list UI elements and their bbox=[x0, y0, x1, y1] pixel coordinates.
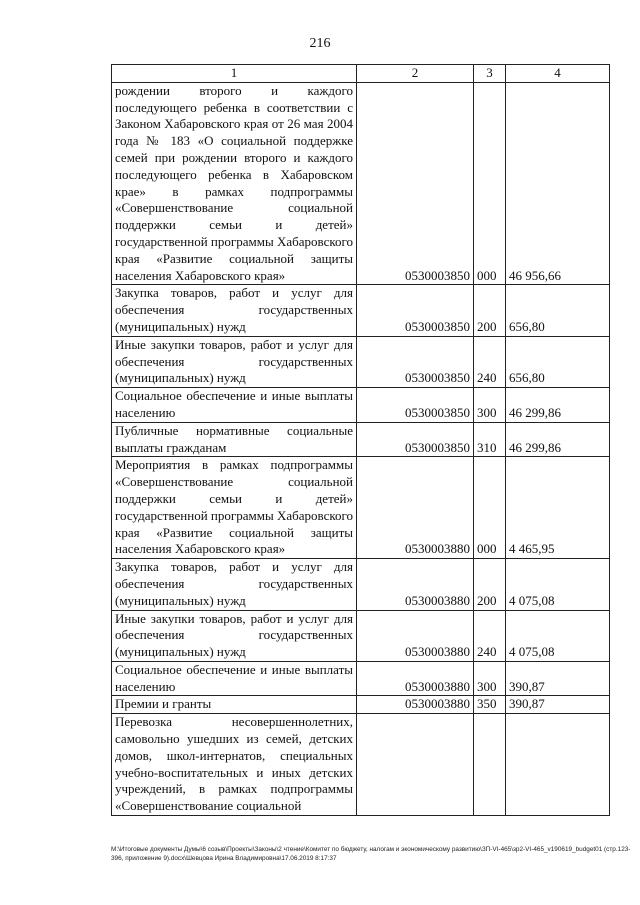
row-target-code: 0530003850 bbox=[357, 388, 474, 423]
row-amount: 46 956,66 bbox=[506, 82, 610, 285]
row-amount: 4 075,08 bbox=[506, 559, 610, 610]
document-footer-path: М:\Итоговые документы Думы\6 созыв\Проекты\Законы\2 чтение\Комитет по бюджету, налогам и экономическому развитию\ЗП-VI-465\зр2-VI-465_v190619_budget01 (стр.123-396, приложение 9).docx\Шевцова Ирина Владимировна\17.06.2019 8:17:37 bbox=[111, 846, 631, 862]
row-amount: 46 299,86 bbox=[506, 422, 610, 457]
row-expense-type: 300 bbox=[474, 388, 506, 423]
table-row bbox=[112, 559, 610, 610]
header-col-1: 1 bbox=[112, 65, 357, 83]
page-number: 216 bbox=[309, 36, 331, 51]
row-description: Социальное обеспечение и иные выплаты населению bbox=[112, 388, 357, 423]
row-description: Перевозка несовершеннолетних, самовольно ушедших из семей, детских домов, школ-интернатов, специальных учебно-воспитательных и иных детских учреждений, в рамках подпрограммы «Совершенствование социальной bbox=[112, 714, 357, 816]
row-target-code: 0530003850 bbox=[357, 336, 474, 387]
table-row bbox=[112, 610, 610, 661]
row-expense-type bbox=[474, 714, 506, 816]
row-expense-type: 310 bbox=[474, 422, 506, 457]
row-description: Закупка товаров, работ и услуг для обеспечения государственных (муниципальных) нужд bbox=[112, 559, 357, 610]
row-expense-type: 240 bbox=[474, 610, 506, 661]
row-amount: 390,87 bbox=[506, 696, 610, 714]
row-expense-type: 000 bbox=[474, 457, 506, 559]
row-amount: 390,87 bbox=[506, 661, 610, 696]
table-row bbox=[112, 714, 610, 816]
row-target-code: 0530003880 bbox=[357, 696, 474, 714]
row-expense-type: 200 bbox=[474, 285, 506, 336]
row-expense-type: 000 bbox=[474, 82, 506, 285]
row-description: Социальное обеспечение и иные выплаты населению bbox=[112, 661, 357, 696]
row-expense-type: 240 bbox=[474, 336, 506, 387]
table-row bbox=[112, 696, 610, 714]
row-description: Мероприятия в рамках подпрограммы «Совершенствование социальной поддержки семьи и детей» государственной программы Хабаровского края «Развитие социальной защиты населения Хабаровского края» bbox=[112, 457, 357, 559]
row-description: Премии и гранты bbox=[112, 696, 357, 714]
row-target-code bbox=[357, 714, 474, 816]
table-row bbox=[112, 336, 610, 387]
row-amount: 656,80 bbox=[506, 336, 610, 387]
row-target-code: 0530003880 bbox=[357, 559, 474, 610]
table-row bbox=[112, 388, 610, 423]
table-row bbox=[112, 82, 610, 285]
row-amount: 4 465,95 bbox=[506, 457, 610, 559]
row-amount: 656,80 bbox=[506, 285, 610, 336]
row-expense-type: 200 bbox=[474, 559, 506, 610]
table-row bbox=[112, 422, 610, 457]
row-description: рождении второго и каждого последующего ребенка в соответствии с Законом Хабаровского края от 26 мая 2004 года № 183 «О социальной поддержке семей при рождении второго и каждого последующего ребенка в Хабаровском крае» в рамках подпрограммы «Совершенствование социальной поддержки семьи и детей» государственной программы Хабаровского края «Развитие социальной защиты населения Хабаровского края» bbox=[112, 82, 357, 285]
row-target-code: 0530003850 bbox=[357, 285, 474, 336]
header-col-4: 4 bbox=[506, 65, 610, 83]
row-target-code: 0530003850 bbox=[357, 422, 474, 457]
header-col-2: 2 bbox=[357, 65, 474, 83]
table-row bbox=[112, 285, 610, 336]
row-description: Публичные нормативные социальные выплаты гражданам bbox=[112, 422, 357, 457]
row-expense-type: 350 bbox=[474, 696, 506, 714]
table-header-row bbox=[112, 65, 610, 83]
row-expense-type: 300 bbox=[474, 661, 506, 696]
row-target-code: 0530003880 bbox=[357, 610, 474, 661]
row-target-code: 0530003880 bbox=[357, 457, 474, 559]
row-target-code: 0530003850 bbox=[357, 82, 474, 285]
row-amount: 4 075,08 bbox=[506, 610, 610, 661]
row-target-code: 0530003880 bbox=[357, 661, 474, 696]
table-row bbox=[112, 661, 610, 696]
header-col-3: 3 bbox=[474, 65, 506, 83]
row-description: Иные закупки товаров, работ и услуг для обеспечения государственных (муниципальных) нужд bbox=[112, 336, 357, 387]
row-amount bbox=[506, 714, 610, 816]
row-description: Иные закупки товаров, работ и услуг для обеспечения государственных (муниципальных) нужд bbox=[112, 610, 357, 661]
budget-table bbox=[111, 64, 610, 816]
table-row bbox=[112, 457, 610, 559]
row-description: Закупка товаров, работ и услуг для обеспечения государственных (муниципальных) нужд bbox=[112, 285, 357, 336]
row-amount: 46 299,86 bbox=[506, 388, 610, 423]
